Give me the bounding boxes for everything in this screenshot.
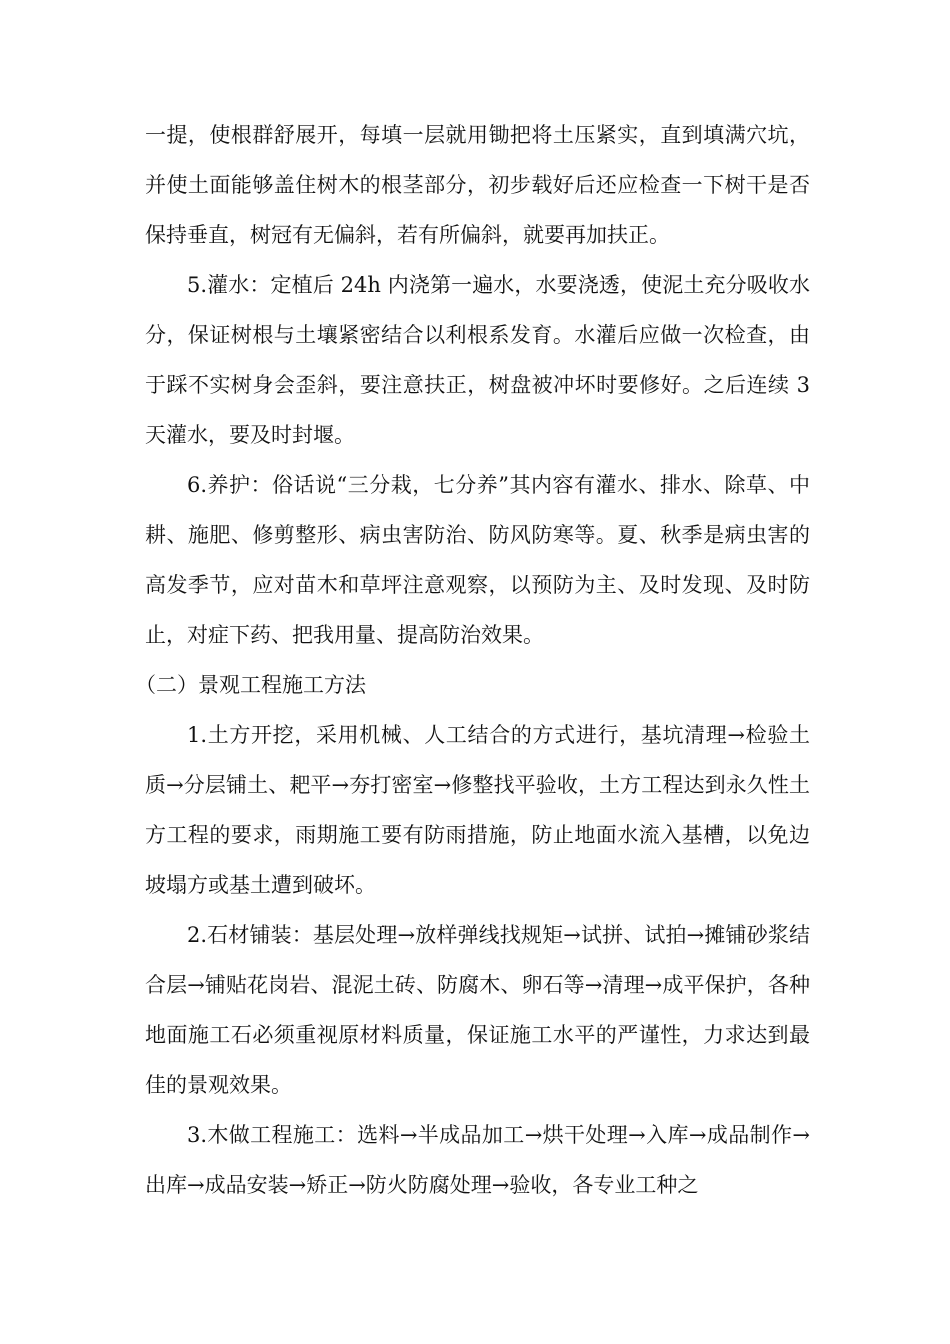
- paragraph-maintenance: 6.养护：俗话说“三分栽，七分养”其内容有灌水、排水、除草、中耕、施肥、修剪整形、病虫害防治、防风防寒等。夏、秋季是病虫害的高发季节，应对苗木和草坪注意观察，以预防为主、及时发现、及时防止，对症下药、把我用量、提高防治效果。: [145, 473, 810, 647]
- paragraph-woodwork: 3.木做工程施工：选料→半成品加工→烘干处理→入库→成品制作→出库→成品安装→矫正→防火防腐处理→验收，各专业工种之: [145, 1123, 810, 1197]
- paragraph-stone-paving: 2.石材铺装：基层处理→放样弹线找规矩→试拼、试拍→摊铺砂浆结合层→铺贴花岗岩、混泥土砖、防腐木、卵石等→清理→成平保护，各种地面施工石必须重视原材料质量，保证施工水平的严谨性，力求达到最佳的景观效果。: [145, 923, 810, 1097]
- paragraph-watering: 5.灌水：定植后 24h 内浇第一遍水，水要浇透，使泥土充分吸收水分，保证树根与土壤紧密结合以利根系发育。水灌后应做一次检查，由于踩不实树身会歪斜，要注意扶正，树盘被冲坏时要修好。之后连续 3 天灌水，要及时封堰。: [145, 273, 810, 447]
- document-body: [135, 110, 810, 1210]
- paragraph-earthwork: 1.土方开挖，采用机械、人工结合的方式进行，基坑清理→检验土质→分层铺土、耙平→夯打密室→修整找平验收，土方工程达到永久性土方工程的要求，雨期施工要有防雨措施，防止地面水流入基槽，以免边坡塌方或基土遭到破坏。: [145, 723, 810, 897]
- paragraph-planting-continuation: 一提，使根群舒展开，每填一层就用锄把将土压紧实，直到填满穴坑，并使土面能够盖住树木的根茎部分，初步载好后还应检查一下树干是否保持垂直，树冠有无偏斜，若有所偏斜，就要再加扶正。: [145, 123, 810, 247]
- section-heading: （二）景观工程施工方法: [135, 673, 366, 697]
